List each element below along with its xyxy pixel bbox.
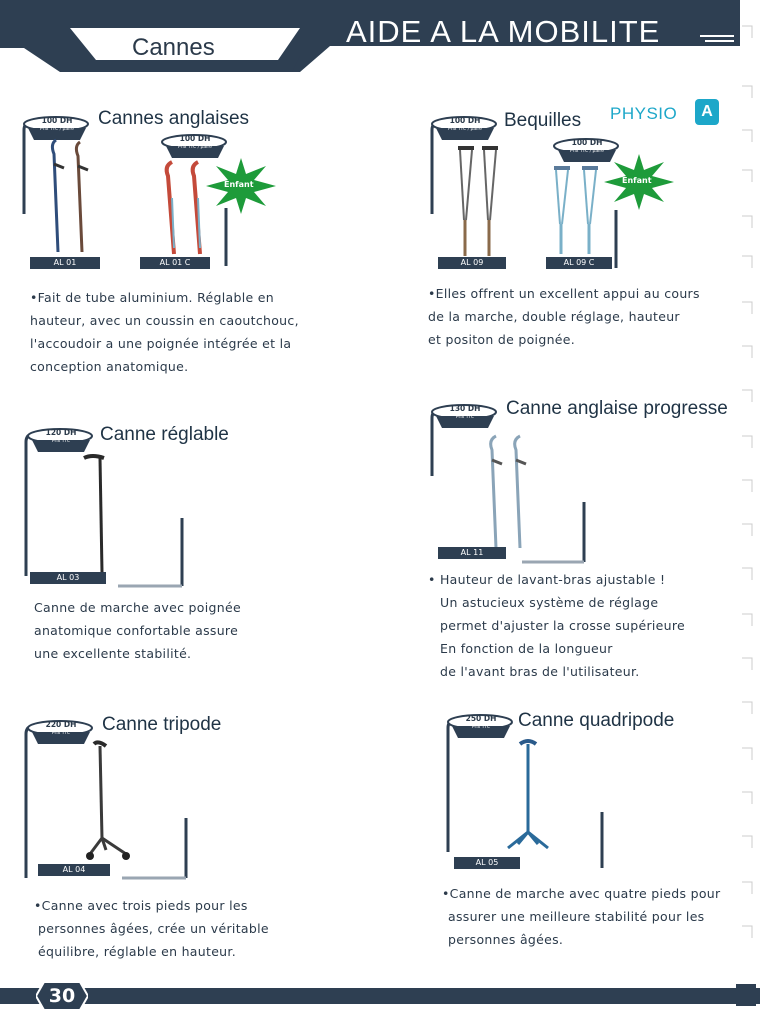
child-tag: Enfant [224,180,254,189]
underarm-crutch-image [452,144,502,260]
frame-bracket [540,812,610,872]
description-line: anatomique confortable assure [34,623,239,638]
price-badge [448,712,514,738]
frame-bracket [612,210,622,270]
description-line: de l'avant bras de l'utilisateur. [440,664,640,679]
product-code: AL 05 [454,857,520,869]
frame-bracket [122,818,192,884]
price-value: 130 DH [449,404,481,413]
description-line: une excellente stabilité. [34,646,192,661]
description-line: l'accoudoir a une poignée intégrée et la [30,336,292,351]
page-number: 30 [48,985,76,1007]
description-line: •Elles offrent un excellent appui au cours [428,286,700,301]
frame-bracket [118,518,188,590]
brand-logo-icon [695,99,719,125]
price-note: Prix TTC / paire [570,149,604,154]
child-tag: Enfant [622,176,652,185]
price-note: Prix TTC [455,415,475,420]
product-title: Canne tripode [102,714,222,735]
description-line: hauteur, avec un coussin en caoutchouc, [30,313,299,328]
price-note: Prix TTC / paire [178,145,212,150]
price-badge [28,426,94,452]
child-underarm-crutch-image [548,164,608,258]
product-title: Canne anglaise progresse [506,398,728,419]
product-code: AL 09 [438,257,506,269]
description-line: personnes âgées, crée un véritable [38,921,269,936]
product-code: AL 11 [438,547,506,559]
price-badge [432,402,498,428]
frame-bracket [222,208,232,268]
price-badge [432,114,498,140]
walking-cane-image [82,452,112,576]
description-line: permet d'ajuster la crosse supérieure [440,618,686,633]
product-title: Cannes anglaises [98,108,250,129]
description-line: • Hauteur de lavant-bras ajustable ! [428,572,666,587]
description-line: •Fait de tube aluminium. Réglable en [30,290,274,305]
footer-bar [0,984,768,1008]
product-code: AL 04 [38,864,110,876]
product-description [34,596,241,665]
product-description [30,286,299,378]
category-title: Cannes [132,34,215,61]
description-line: équilibre, réglable en hauteur. [38,944,236,959]
price-value: 100 DH [449,116,481,125]
brand-logo-letter: A [701,103,713,120]
description-line: personnes âgées. [448,932,564,947]
forearm-crutch-image [46,138,96,258]
product-description [428,282,700,351]
price-note: Prix TTC [471,725,491,730]
price-note: Prix TTC [51,439,71,444]
price-value: 100 DH [571,138,603,147]
price-value: 100 DH [41,116,73,125]
price-badge [162,132,228,158]
price-note: Prix TTC / paire [40,127,74,132]
product-code: AL 01 [30,257,100,269]
product-title: Canne réglable [100,424,229,445]
page-header-title: AIDE A LA MOBILITE [346,14,661,49]
brand-logo-text: PHYSIO [610,104,678,123]
product-description [34,894,269,963]
price-value: 220 DH [45,720,77,729]
description-line: conception anatomique. [30,359,189,374]
price-value: 250 DH [465,714,497,723]
product-title: Bequilles [504,110,582,131]
price-value: 100 DH [179,134,211,143]
product-description [442,882,720,951]
description-line: assurer une meilleure stabilité pour les [448,909,705,924]
description-line: Canne de marche avec poignée [34,600,241,615]
description-line: En fonction de la longueur [440,641,613,656]
description-line: de la marche, double réglage, hauteur [428,309,680,324]
product-code: AL 09 C [546,257,612,269]
price-note: Prix TTC / paire [448,127,482,132]
price-value: 120 DH [45,428,77,437]
price-badge [24,114,90,140]
description-line: et positon de poignée. [428,332,576,347]
product-code: AL 01 C [140,257,210,269]
product-code: AL 03 [30,572,106,584]
price-note: Prix TTC [51,731,71,736]
product-title: Canne quadripode [518,710,675,731]
frame-bracket [522,502,592,566]
description-line: •Canne avec trois pieds pour les [34,898,248,913]
product-description [428,568,685,683]
binder-edge-decoration [736,20,762,980]
description-line: •Canne de marche avec quatre pieds pour [442,886,721,901]
description-line: Un astucieux système de réglage [440,595,659,610]
